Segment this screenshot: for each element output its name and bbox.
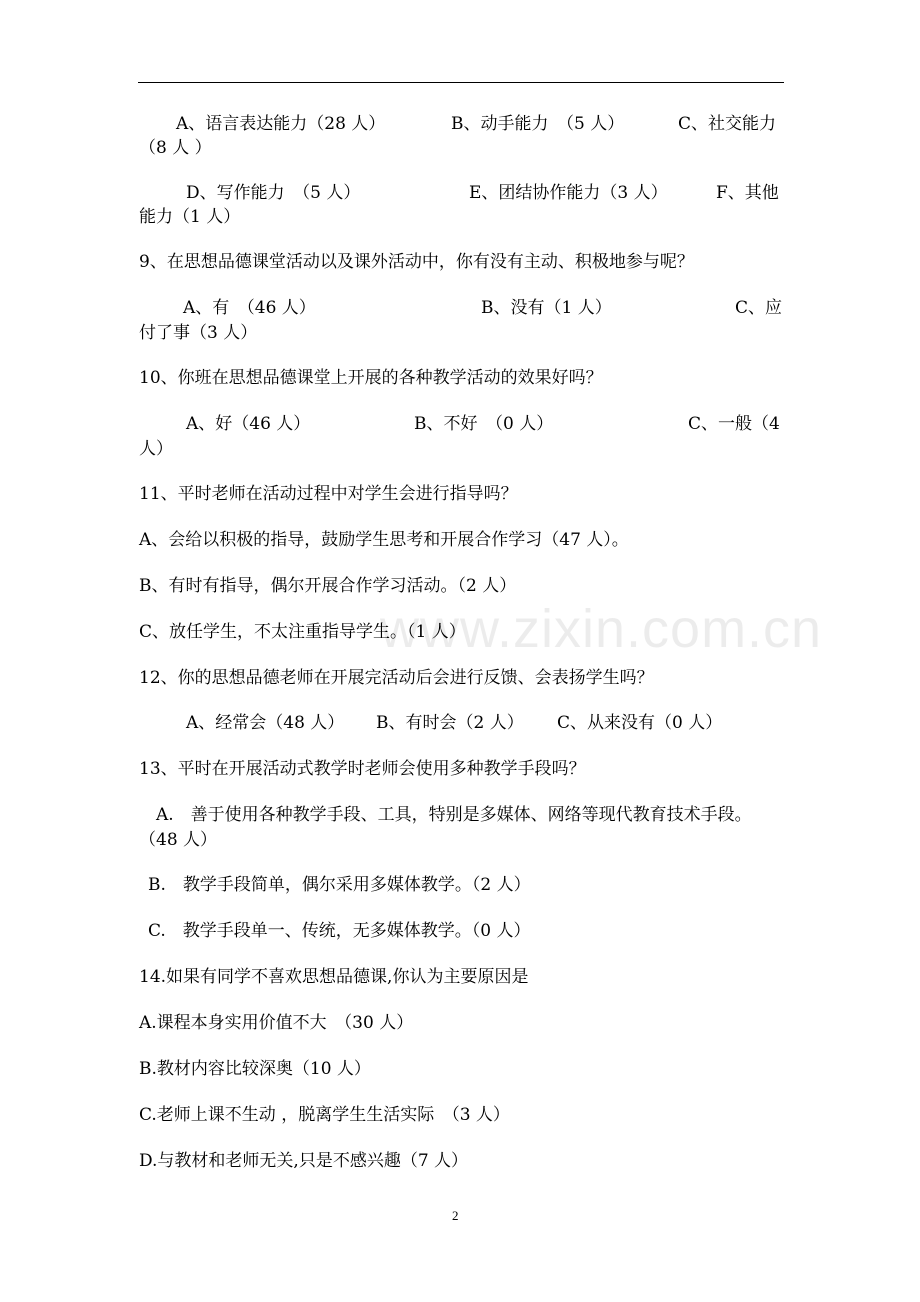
q13-option-b: B. 教学手段简单，偶尔采用多媒体教学。（2 人）	[148, 875, 531, 895]
q11-option-b: B、有时有指导，偶尔开展合作学习活动。（2 人）	[139, 576, 517, 596]
watermark: www.zixin.com.cn	[380, 599, 823, 659]
q8-option-a: A、语言表达能力（28 人）	[176, 114, 386, 134]
q10-question: 10、你班在思想品德课堂上开展的各种教学活动的效果好吗？	[139, 368, 603, 388]
q8-option-f: F、其他	[716, 183, 779, 203]
q9-option-c-cont: 付了事（3 人）	[139, 323, 258, 343]
q11-option-a: A、会给以积极的指导，鼓励学生思考和开展合作学习（47 人）。	[139, 530, 629, 550]
header-rule	[138, 82, 784, 83]
q13-option-c: C. 教学手段单一、传统，无多媒体教学。（0 人）	[148, 921, 531, 941]
q8-option-c-cont: （8 人 ）	[139, 138, 212, 158]
q14-question: 14.如果有同学不喜欢思想品德课,你认为主要原因是	[139, 967, 529, 987]
q14-option-a: A.课程本身实用价值不大 （30 人）	[139, 1013, 414, 1033]
q12-question: 12、你的思想品德老师在开展完活动后会进行反馈、会表扬学生吗？	[139, 668, 654, 688]
q13-option-a-cont: （48 人）	[139, 830, 218, 850]
q10-option-c: C、一般（4	[688, 414, 780, 434]
q14-option-c: C.老师上课不生动 ，脱离学生生活实际 （3 人）	[139, 1105, 510, 1125]
q8-option-d: D、写作能力 （5 人）	[186, 183, 361, 203]
q13-option-a: A. 善于使用各种教学手段、工具，特别是多媒体、网络等现代教育技术手段。	[156, 805, 752, 825]
q9-option-b: B、没有（1 人）	[481, 298, 612, 318]
q8-option-b: B、动手能力 （5 人）	[451, 114, 625, 134]
q10-option-a: A、好（46 人）	[186, 414, 311, 434]
q12-option-c: C、从来没有（0 人）	[557, 713, 723, 733]
q9-question: 9、在思想品德课堂活动以及课外活动中，你有没有主动、积极地参与呢？	[139, 252, 694, 272]
q8-option-f-cont: 能力（1 人）	[139, 207, 241, 227]
q8-option-e: E、团结协作能力（3 人）	[469, 183, 668, 203]
q8-option-c: C、社交能力	[678, 114, 777, 134]
q11-question: 11、平时老师在活动过程中对学生会进行指导吗？	[139, 484, 518, 504]
page-number: 2	[452, 1208, 459, 1223]
q9-option-c: C、应	[735, 298, 783, 318]
q13-question: 13、平时在开展活动式教学时老师会使用多种教学手段吗？	[139, 759, 586, 779]
q14-option-d: D.与教材和老师无关,只是不感兴趣（7 人）	[139, 1151, 469, 1171]
q10-option-b: B、不好 （0 人）	[414, 414, 554, 434]
q12-option-b: B、有时会（2 人）	[376, 713, 524, 733]
q11-option-c: C、放任学生，不太注重指导学生。（1 人）	[139, 622, 466, 642]
q12-option-a: A、经常会（48 人）	[186, 713, 345, 733]
q9-option-a: A、有 （46 人）	[183, 298, 316, 318]
q14-option-b: B.教材内容比较深奥（10 人）	[139, 1059, 371, 1079]
q10-option-c-cont: 人）	[139, 439, 173, 459]
